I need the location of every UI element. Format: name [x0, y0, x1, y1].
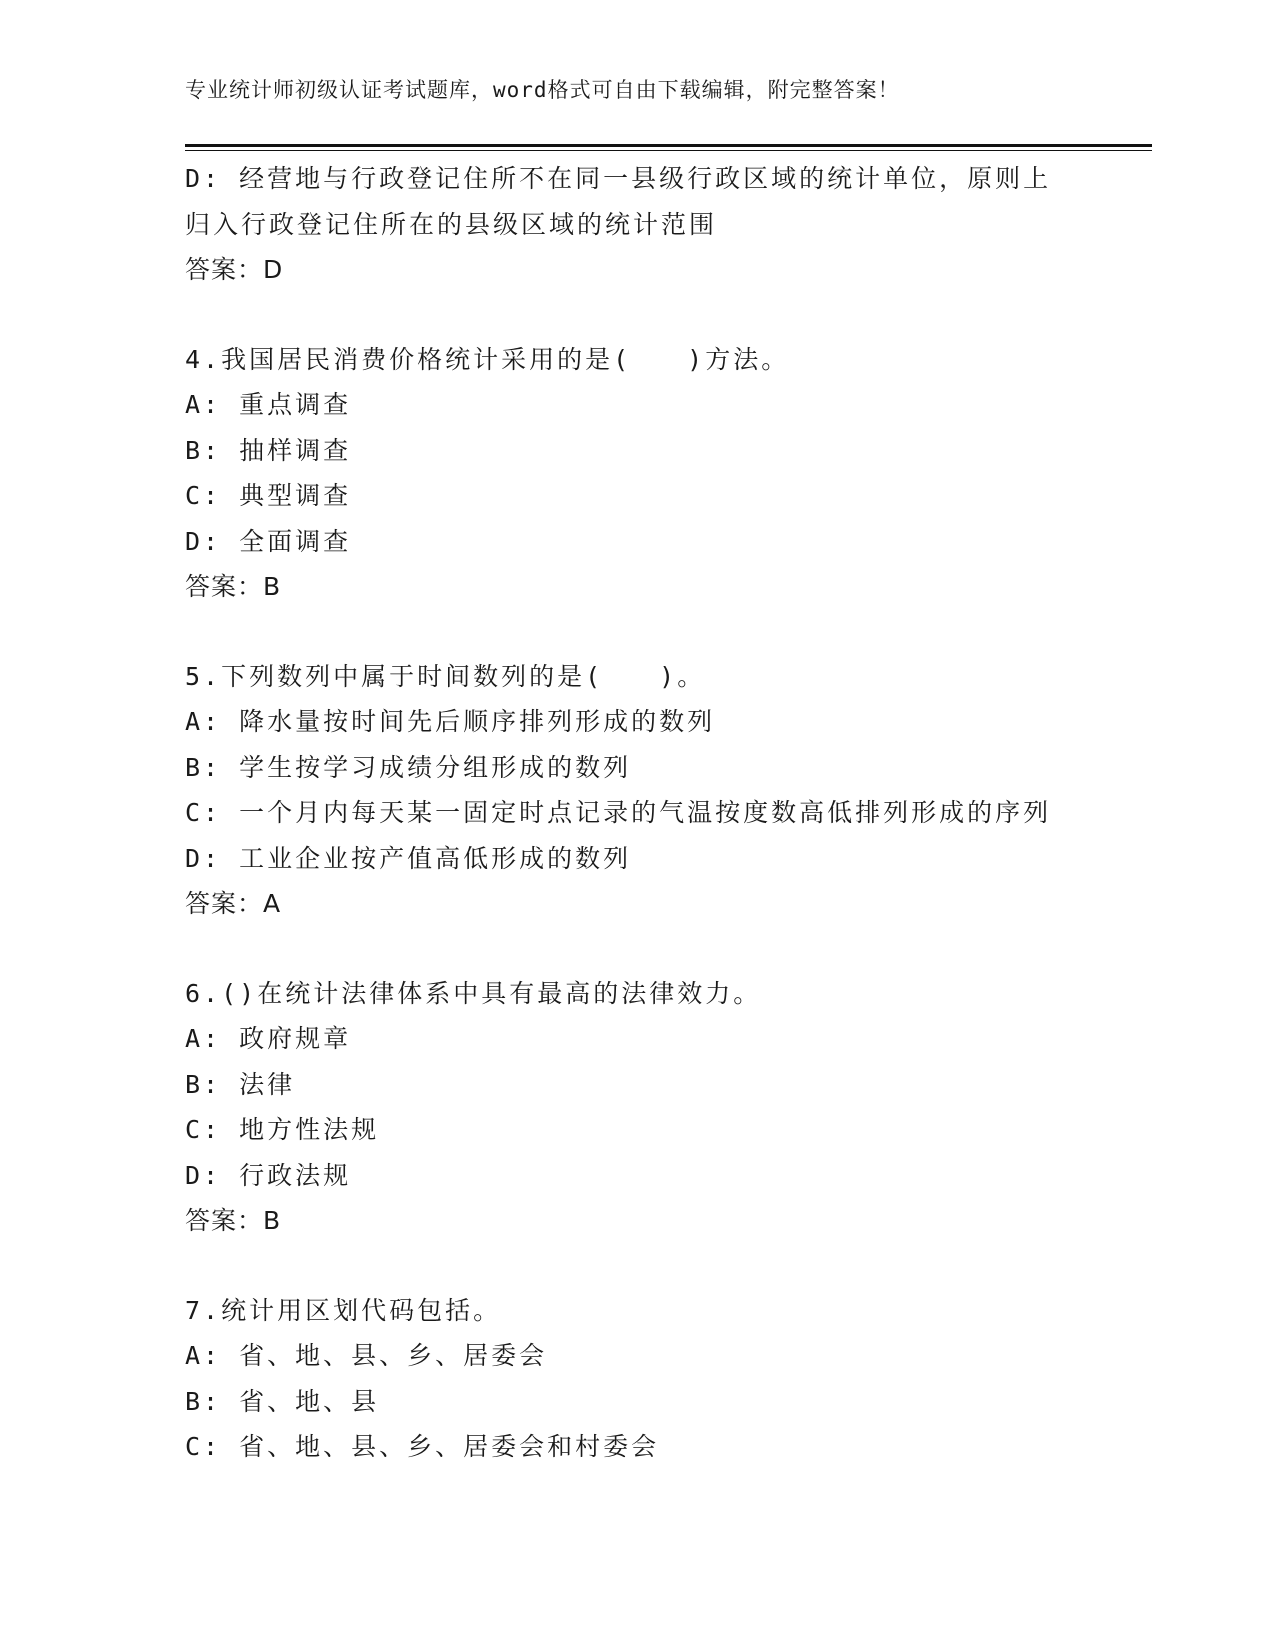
answer: 答案：B: [185, 572, 282, 601]
option-b: B: 学生按学习成绩分组形成的数列: [185, 752, 632, 782]
question-stem: 7.统计用区划代码包括。: [185, 1295, 502, 1325]
option-c: C: 省、地、县、乡、居委会和村委会: [185, 1432, 660, 1461]
option-b: B: 省、地、县: [185, 1386, 380, 1416]
question-7: [185, 1288, 1085, 1470]
question-5: [185, 654, 1085, 927]
option-a: A: 降水量按时间先后顺序排列形成的数列: [185, 707, 716, 736]
page-header: 专业统计师初级认证考试题库，word格式可自由下载编辑，附完整答案！: [185, 78, 900, 102]
question-3-continuation: [185, 156, 1085, 293]
option-c: C: 地方性法规: [185, 1115, 380, 1144]
option-d: D: 行政法规: [185, 1160, 352, 1190]
option-c: C: 典型调查: [185, 481, 352, 510]
answer: 答案：B: [185, 1206, 282, 1235]
option-d: D: 经营地与行政登记住所不在同一县级行政区域的统计单位，原则上: [185, 164, 1052, 193]
question-stem: 6.()在统计法律体系中具有最高的法律效力。: [185, 978, 762, 1008]
option-d-continued: 归入行政登记住所在的县级区域的统计范围: [185, 209, 718, 239]
answer: 答案：D: [185, 255, 284, 284]
question-stem: 5.下列数列中属于时间数列的是( )。: [185, 661, 706, 691]
header-divider: [185, 144, 1152, 151]
option-b: B: 法律: [185, 1069, 296, 1099]
option-a: A: 重点调查: [185, 390, 352, 419]
option-d: D: 工业企业按产值高低形成的数列: [185, 843, 632, 873]
option-d: D: 全面调查: [185, 526, 352, 556]
question-4: [185, 337, 1085, 610]
document-body: [185, 156, 1085, 1470]
question-stem: 4.我国居民消费价格统计采用的是( )方法。: [185, 344, 790, 374]
answer: 答案：A: [185, 889, 282, 918]
option-c: C: 一个月内每天某一固定时点记录的气温按度数高低排列形成的序列: [185, 798, 1052, 827]
option-a: A: 政府规章: [185, 1024, 352, 1053]
option-b: B: 抽样调查: [185, 435, 352, 465]
question-6: [185, 971, 1085, 1244]
option-a: A: 省、地、县、乡、居委会: [185, 1341, 548, 1370]
